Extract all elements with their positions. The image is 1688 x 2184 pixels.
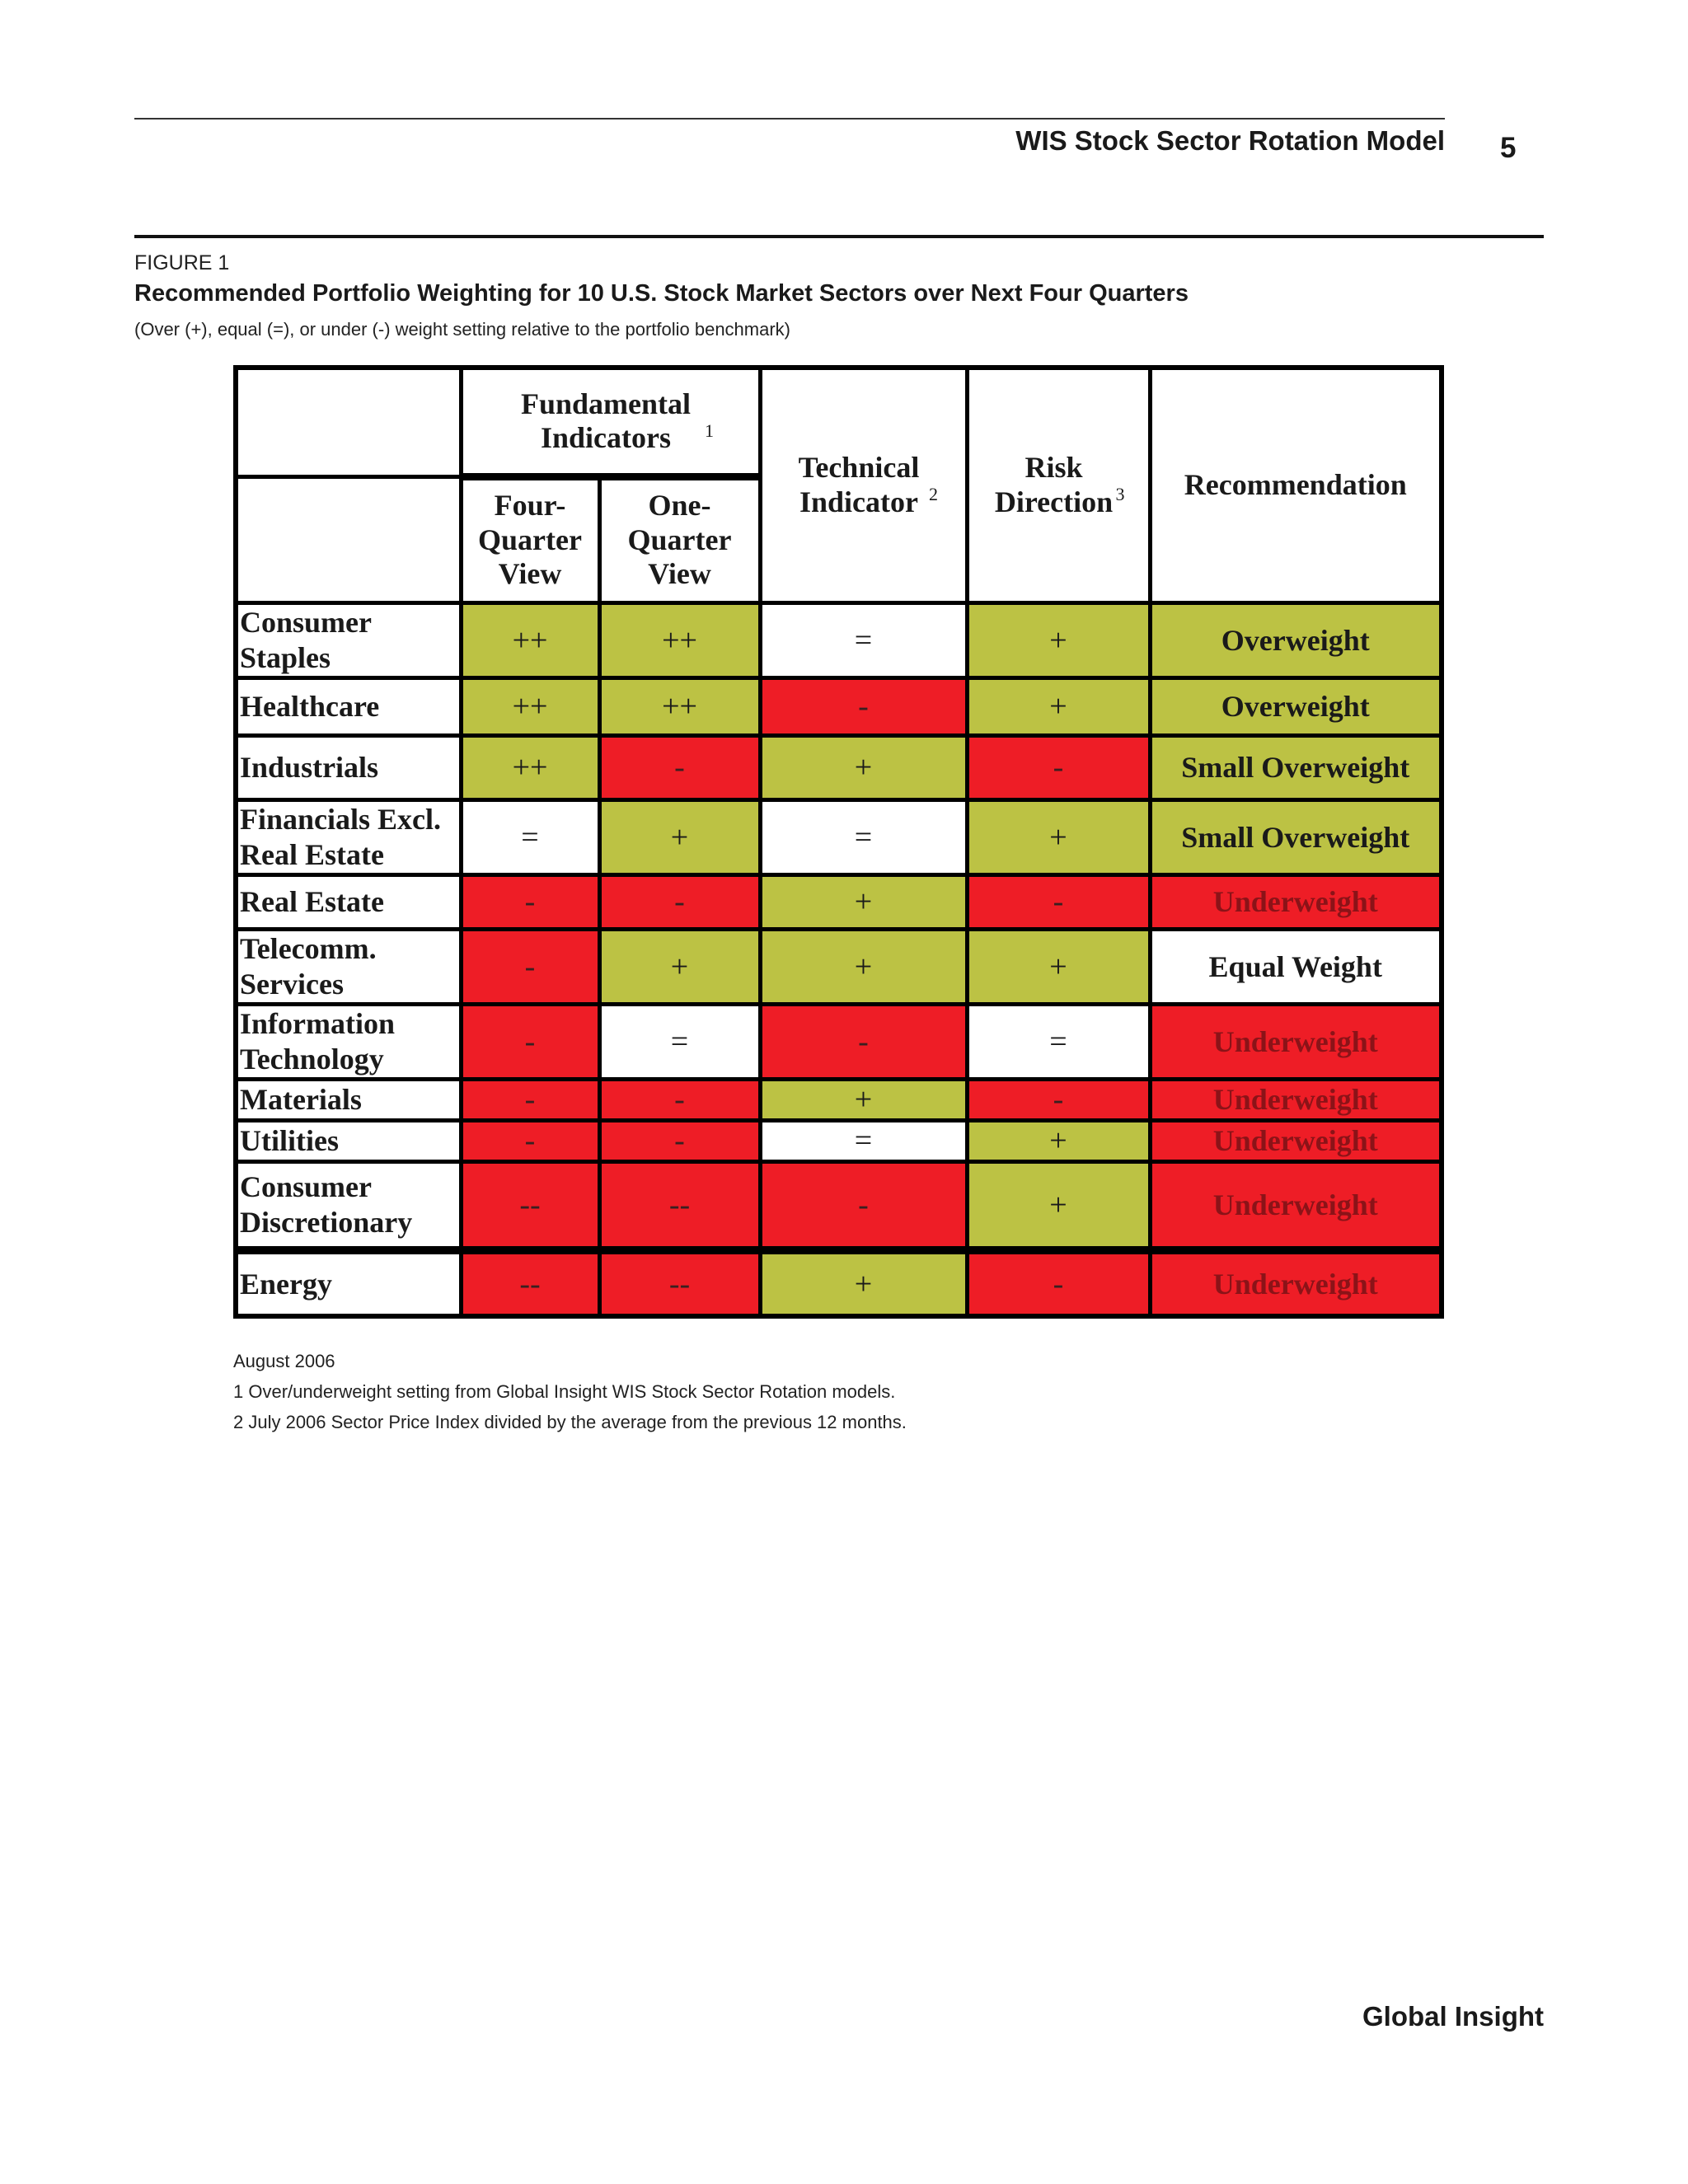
risk-cell: + xyxy=(967,1120,1150,1161)
risk-cell: - xyxy=(967,874,1150,929)
note-date: August 2006 xyxy=(233,1351,335,1371)
header-title: WIS Stock Sector Rotation Model xyxy=(1015,125,1445,156)
sector-name: Industrials xyxy=(236,735,461,799)
sector-name: Utilities xyxy=(236,1120,461,1161)
note-2: 2 July 2006 Sector Price Index divided by the average from the previous 12 months. xyxy=(233,1412,907,1432)
header-one-quarter: One-Quarter View xyxy=(599,476,760,602)
sector-weighting-table xyxy=(233,365,1444,1319)
table-row xyxy=(236,1161,1442,1250)
figure-title: Recommended Portfolio Weighting for 10 U.S. Stock Market Sectors over Next Four Quarters xyxy=(134,280,1189,307)
header-four-quarter: Four-Quarter View xyxy=(461,476,599,602)
recommendation-cell: Underweight xyxy=(1150,1079,1442,1120)
four-quarter-cell: - xyxy=(461,929,599,1004)
header-fundamental-label: Fundamental Indicators xyxy=(520,387,692,455)
table-row xyxy=(236,602,1442,677)
one-quarter-cell: -- xyxy=(599,1250,760,1316)
one-quarter-cell: -- xyxy=(599,1161,760,1250)
one-quarter-cell: = xyxy=(599,1004,760,1079)
four-quarter-cell: -- xyxy=(461,1161,599,1250)
four-quarter-cell: - xyxy=(461,874,599,929)
four-quarter-cell: - xyxy=(461,1079,599,1120)
table-row xyxy=(236,874,1442,929)
header-fundamental xyxy=(461,368,760,476)
technical-cell: + xyxy=(760,735,967,799)
recommendation-cell: Underweight xyxy=(1150,1120,1442,1161)
recommendation-cell: Overweight xyxy=(1150,602,1442,677)
four-quarter-cell: ++ xyxy=(461,735,599,799)
risk-cell: + xyxy=(967,677,1150,735)
header-corner-top xyxy=(236,368,461,476)
four-quarter-cell: -- xyxy=(461,1250,599,1316)
table-row xyxy=(236,929,1442,1004)
figure-subtitle: (Over (+), equal (=), or under (-) weight setting relative to the portfolio benchmark) xyxy=(134,319,791,340)
one-quarter-cell: ++ xyxy=(599,677,760,735)
risk-cell: + xyxy=(967,1161,1150,1250)
table-row xyxy=(236,1004,1442,1079)
risk-cell: - xyxy=(967,735,1150,799)
technical-cell: - xyxy=(760,1004,967,1079)
risk-cell: - xyxy=(967,1079,1150,1120)
risk-cell: = xyxy=(967,1004,1150,1079)
header-fundamental-note: 1 xyxy=(705,419,714,441)
table-row xyxy=(236,735,1442,799)
sector-name: Real Estate xyxy=(236,874,461,929)
four-quarter-cell: ++ xyxy=(461,677,599,735)
sector-name: Financials Excl. Real Estate xyxy=(236,799,461,874)
note-1: 1 Over/underweight setting from Global Insight WIS Stock Sector Rotation models. xyxy=(233,1381,896,1402)
risk-cell: - xyxy=(967,1250,1150,1316)
header-recommendation: Recommendation xyxy=(1150,368,1442,602)
sector-name: Healthcare xyxy=(236,677,461,735)
header-corner-bottom xyxy=(236,476,461,602)
one-quarter-cell: - xyxy=(599,735,760,799)
table-notes xyxy=(233,1346,907,1437)
one-quarter-cell: + xyxy=(599,929,760,1004)
risk-cell: + xyxy=(967,602,1150,677)
header-rule xyxy=(134,118,1445,120)
sector-name: Information Technology xyxy=(236,1004,461,1079)
table-row xyxy=(236,1120,1442,1161)
section-rule xyxy=(134,235,1544,238)
sector-name: Telecomm. Services xyxy=(236,929,461,1004)
table-row xyxy=(236,799,1442,874)
technical-cell: + xyxy=(760,874,967,929)
risk-cell: + xyxy=(967,799,1150,874)
sector-name: Materials xyxy=(236,1079,461,1120)
one-quarter-cell: ++ xyxy=(599,602,760,677)
recommendation-cell: Overweight xyxy=(1150,677,1442,735)
technical-cell: - xyxy=(760,1161,967,1250)
recommendation-cell: Underweight xyxy=(1150,874,1442,929)
technical-cell: = xyxy=(760,602,967,677)
one-quarter-cell: - xyxy=(599,1079,760,1120)
one-quarter-cell: + xyxy=(599,799,760,874)
technical-cell: + xyxy=(760,1250,967,1316)
recommendation-cell: Underweight xyxy=(1150,1250,1442,1316)
recommendation-cell: Small Overweight xyxy=(1150,799,1442,874)
risk-cell: + xyxy=(967,929,1150,1004)
table-row xyxy=(236,677,1442,735)
figure-label: FIGURE 1 xyxy=(134,251,230,274)
one-quarter-cell: - xyxy=(599,874,760,929)
four-quarter-cell: - xyxy=(461,1120,599,1161)
recommendation-cell: Small Overweight xyxy=(1150,735,1442,799)
table-row xyxy=(236,1250,1442,1316)
four-quarter-cell: = xyxy=(461,799,599,874)
technical-cell: = xyxy=(760,1120,967,1161)
technical-cell: = xyxy=(760,799,967,874)
four-quarter-cell: - xyxy=(461,1004,599,1079)
page-number: 5 xyxy=(1500,132,1517,164)
recommendation-cell: Underweight xyxy=(1150,1161,1442,1250)
one-quarter-cell: - xyxy=(599,1120,760,1161)
sector-name: Energy xyxy=(236,1250,461,1316)
recommendation-cell: Equal Weight xyxy=(1150,929,1442,1004)
technical-cell: + xyxy=(760,1079,967,1120)
technical-cell: + xyxy=(760,929,967,1004)
header-technical: Technical Indicator $^2$ xyxy=(760,368,967,602)
four-quarter-cell: ++ xyxy=(461,602,599,677)
footer-brand: Global Insight xyxy=(1362,2001,1544,2032)
header-risk: Risk Direction $^3$ xyxy=(967,368,1150,602)
sector-name: Consumer Staples xyxy=(236,602,461,677)
sector-name: Consumer Discretionary xyxy=(236,1161,461,1250)
table-row xyxy=(236,1079,1442,1120)
recommendation-cell: Underweight xyxy=(1150,1004,1442,1079)
technical-cell: - xyxy=(760,677,967,735)
